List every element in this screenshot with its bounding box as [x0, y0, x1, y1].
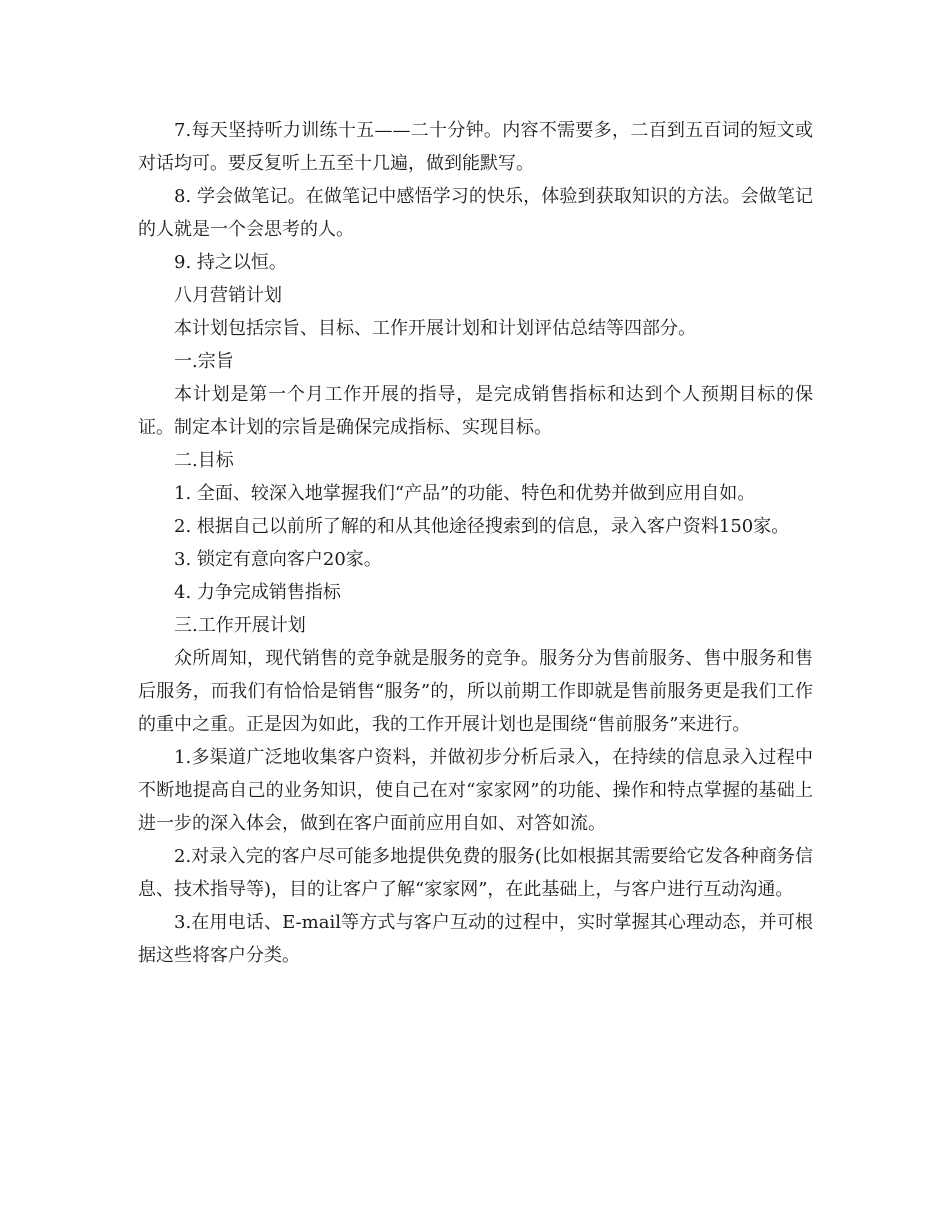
section-title-august-plan: 八月营销计划: [174, 285, 282, 306]
paragraph-listening-training: 7.每天坚持听力训练十五——二十分钟。内容不需要多，二百到五百词的短文或对话均可。要反复听上五至十几遍，做到能默写。: [138, 120, 813, 174]
heading-purpose: 一.宗旨: [174, 351, 234, 372]
plan-item-1: 1.多渠道广泛地收集客户资料，并做初步分析后录入，在持续的信息录入过程中不断地提高自己的业务知识，使自己在对“家家网”的功能、操作和特点掌握的基础上进一步的深入体会，做到在客户面前应用自如、对答如流。: [138, 747, 813, 834]
heading-work-plan: 三.工作开展计划: [174, 615, 306, 636]
goal-item-3: 3. 锁定有意向客户20家。: [174, 549, 382, 570]
goal-item-1: 1. 全面、较深入地掌握我们“产品”的功能、特色和优势并做到应用自如。: [174, 483, 756, 504]
plan-item-2: 2.对录入完的客户尽可能多地提供免费的服务(比如根据其需要给它发各种商务信息、技术指导等)，目的让客户了解“家家网”，在此基础上，与客户进行互动沟通。: [138, 846, 813, 900]
paragraph-plan-overview: 本计划包括宗旨、目标、工作开展计划和计划评估总结等四部分。: [174, 318, 696, 339]
goal-item-2: 2. 根据自己以前所了解的和从其他途径搜索到的信息，录入客户资料150家。: [174, 516, 790, 537]
heading-goals: 二.目标: [174, 450, 234, 471]
paragraph-service-competition: 众所周知，现代销售的竞争就是服务的竞争。服务分为售前服务、售中服务和售后服务，而我们有恰恰是销售“服务”的，所以前期工作即就是售前服务更是我们工作的重中之重。正是因为如此，我的工作开展计划也是围绕“售前服务”来进行。: [138, 648, 813, 735]
plan-item-3: 3.在用电话、E-mail等方式与客户互动的过程中，实时掌握其心理动态，并可根据这些将客户分类。: [138, 912, 813, 966]
document-page: [138, 114, 813, 972]
paragraph-purpose: 本计划是第一个月工作开展的指导，是完成销售指标和达到个人预期目标的保证。制定本计划的宗旨是确保完成指标、实现目标。: [138, 384, 813, 438]
paragraph-note-taking: 8. 学会做笔记。在做笔记中感悟学习的快乐，体验到获取知识的方法。会做笔记的人就是一个会思考的人。: [138, 186, 813, 240]
paragraph-persistence: 9. 持之以恒。: [174, 252, 287, 273]
goal-item-4: 4. 力争完成销售指标: [174, 582, 341, 603]
